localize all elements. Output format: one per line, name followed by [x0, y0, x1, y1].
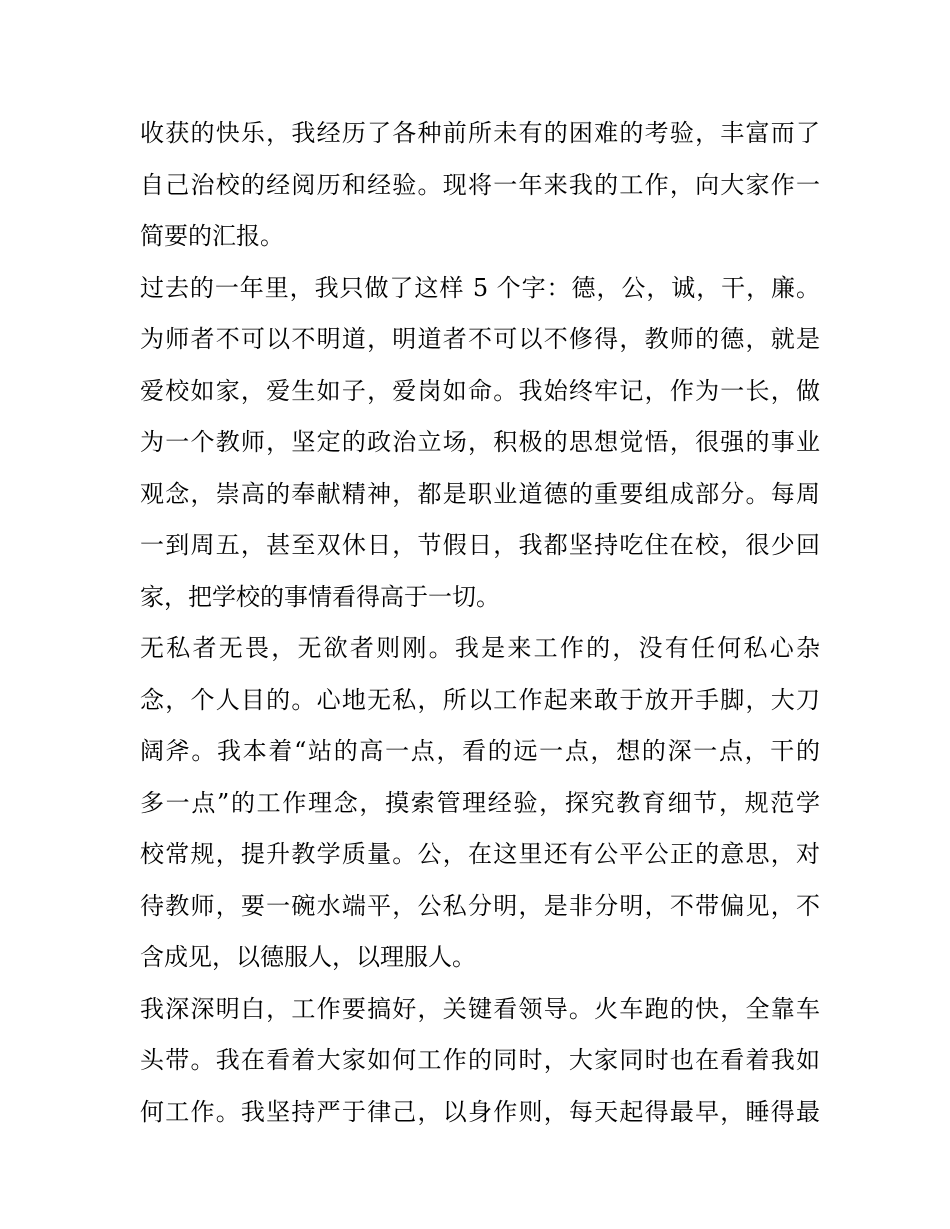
text-line: 校常规，提升教学质量。公，在这里还有公平公正的意思，对	[140, 840, 820, 868]
text-line: 自己治校的经阅历和经验。现将一年来我的工作，向大家作一	[140, 170, 820, 199]
text-line: 为一个教师，坚定的政治立场，积极的思想觉悟，很强的事业	[140, 428, 820, 456]
paragraph-1	[140, 108, 820, 263]
text-line: 为师者不可以不明道，明道者不可以不修得，教师的德，就是	[140, 325, 820, 353]
text-line: 爱校如家，爱生如子，爱岗如命。我始终牢记，作为一长，做	[140, 376, 820, 405]
text-line: 家，把学校的事情看得高于一切。	[140, 582, 500, 611]
text-line: 简要的汇报。	[140, 222, 284, 250]
text-line: 阔斧。我本着“站的高一点，看的远一点，想的深一点，干的	[140, 737, 820, 765]
text-line: 多一点”的工作理念，摸索管理经验，探究教育细节，规范学	[140, 788, 820, 817]
text-line: 我深深明白，工作要搞好，关键看领导。火车跑的快，全靠车	[140, 994, 820, 1023]
text-line: 一到周五，甚至双休日，节假日，我都坚持吃住在校，很少回	[140, 531, 820, 559]
text-line: 何工作。我坚持严于律己，以身作则，每天起得最早，睡得最	[140, 1097, 820, 1126]
paragraph-2	[140, 263, 820, 624]
text-line: 念，个人目的。心地无私，所以工作起来敢于放开手脚，大刀	[140, 685, 820, 714]
paragraph-4	[140, 984, 820, 1139]
text-line: 待教师，要一碗水端平，公私分明，是非分明，不带偏见，不	[140, 891, 820, 920]
text-line: 收获的快乐，我经历了各种前所未有的困难的考验，丰富而了	[140, 119, 820, 147]
text-line: 含成见，以德服人，以理服人。	[140, 943, 476, 971]
text-line: 过去的一年里，我只做了这样 5 个字：德，公，诚，干，廉。	[140, 273, 820, 302]
document-page	[140, 108, 820, 1138]
text-line: 无私者无畏，无欲者则刚。我是来工作的，没有任何私心杂	[140, 634, 820, 662]
text-line: 头带。我在看着大家如何工作的同时，大家同时也在看着我如	[140, 1046, 820, 1074]
paragraph-3	[140, 623, 820, 984]
text-line: 观念，崇高的奉献精神，都是职业道德的重要组成部分。每周	[140, 479, 820, 508]
